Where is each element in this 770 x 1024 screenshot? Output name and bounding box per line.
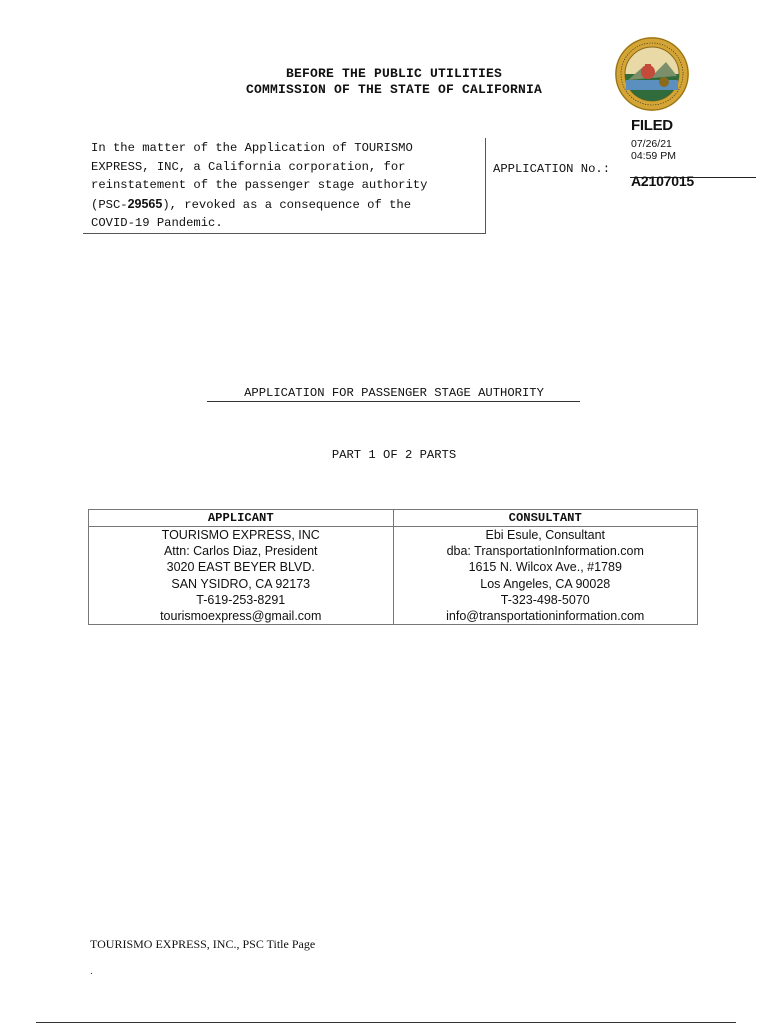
matter-caption-text bbox=[91, 139, 481, 233]
consultant-name: Ebi Esule, Consultant bbox=[485, 528, 605, 542]
matter-line: (PSC- bbox=[91, 197, 128, 212]
matter-line: ), revoked as a consequence of the bbox=[162, 197, 412, 212]
table-row bbox=[89, 527, 698, 625]
applicant-name: TOURISMO EXPRESS, INC bbox=[161, 528, 320, 542]
psc-number: 29565 bbox=[127, 196, 163, 211]
part-indicator: PART 1 OF 2 PARTS bbox=[331, 448, 457, 462]
consultant-cell bbox=[393, 527, 698, 625]
consultant-city: Los Angeles, CA 90028 bbox=[480, 576, 611, 591]
consultant-phone: T-323-498-5070 bbox=[500, 592, 590, 607]
filed-stamp-label: FILED bbox=[631, 117, 673, 134]
applicant-header: APPLICANT bbox=[89, 510, 394, 527]
footer-dot: . bbox=[90, 966, 93, 977]
filed-date: 07/26/21 bbox=[631, 138, 672, 150]
caption-line-2: COMMISSION OF THE STATE OF CALIFORNIA bbox=[245, 82, 543, 97]
applicant-cell bbox=[89, 527, 394, 625]
matter-line: reinstatement of the passenger stage authority bbox=[91, 178, 428, 193]
matter-line: In the matter of the Application of TOURISMO bbox=[91, 141, 413, 155]
matter-line: COVID-19 Pandemic. bbox=[91, 216, 223, 231]
applicant-city: SAN YSIDRO, CA 92173 bbox=[171, 576, 311, 591]
applicant-email: tourismoexpress@gmail.com bbox=[160, 609, 322, 624]
consultant-street: 1615 N. Wilcox Ave., #1789 bbox=[468, 560, 622, 575]
table-header-row bbox=[89, 510, 698, 527]
consultant-dba: dba: TransportationInformation.com bbox=[446, 544, 644, 559]
applicant-phone: T-619-253-8291 bbox=[196, 592, 286, 607]
contacts-table bbox=[88, 509, 698, 625]
document-title: APPLICATION FOR PASSENGER STAGE AUTHORITY bbox=[244, 386, 544, 400]
applicant-attn: Attn: Carlos Diaz, President bbox=[163, 544, 318, 559]
document-title-underline bbox=[207, 401, 580, 402]
applicant-street: 3020 EAST BEYER BLVD. bbox=[166, 560, 315, 575]
consultant-email: info@transportationinformation.com bbox=[446, 609, 645, 624]
state-seal-icon bbox=[614, 36, 690, 112]
application-number: A2107015 bbox=[631, 173, 695, 189]
footer-title: TOURISMO EXPRESS, INC., PSC Title Page bbox=[90, 937, 316, 951]
caption-line-1: BEFORE THE PUBLIC UTILITIES bbox=[285, 66, 503, 81]
consultant-header: CONSULTANT bbox=[393, 510, 698, 527]
filed-time: 04:59 PM bbox=[631, 150, 676, 162]
footer-rule bbox=[36, 1022, 736, 1023]
matter-line: EXPRESS, INC, a California corporation, for bbox=[91, 159, 406, 174]
application-no-label: APPLICATION No.: bbox=[493, 162, 611, 176]
